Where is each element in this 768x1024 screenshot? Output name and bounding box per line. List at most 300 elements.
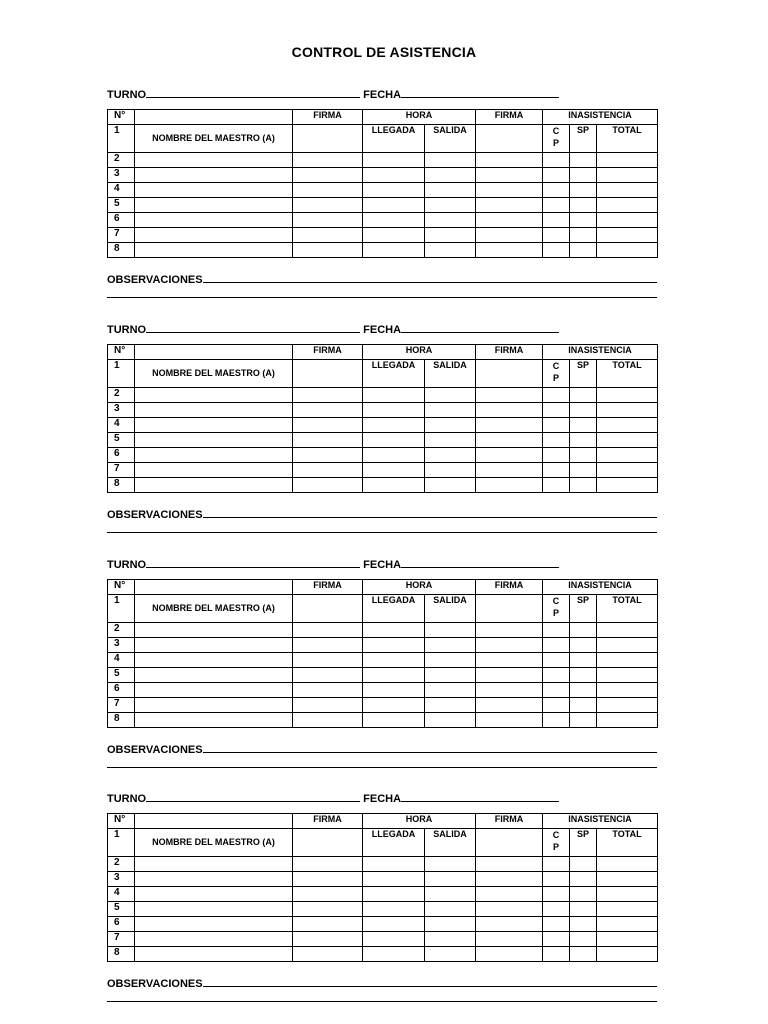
entry-cell[interactable] — [135, 228, 293, 243]
entry-cell[interactable] — [425, 668, 476, 683]
entry-cell[interactable] — [476, 683, 543, 698]
entry-cell[interactable] — [570, 243, 597, 258]
table-row — [108, 403, 658, 418]
entry-cell[interactable] — [293, 713, 363, 728]
entry-cell[interactable] — [363, 213, 425, 228]
entry-cell[interactable] — [135, 418, 293, 433]
entry-cell[interactable] — [293, 213, 363, 228]
entry-cell[interactable] — [476, 917, 543, 932]
entry-cell[interactable] — [570, 478, 597, 493]
entry-cell[interactable] — [135, 917, 293, 932]
entry-cell[interactable] — [425, 857, 476, 872]
entry-cell[interactable] — [476, 623, 543, 638]
entry-cell[interactable] — [476, 228, 543, 243]
entry-cell[interactable] — [135, 168, 293, 183]
entry-cell[interactable] — [543, 228, 570, 243]
entry-cell[interactable] — [363, 168, 425, 183]
row-number: 6 — [108, 448, 135, 463]
entry-cell[interactable] — [543, 388, 570, 403]
entry-cell[interactable] — [293, 638, 363, 653]
entry-cell[interactable] — [425, 168, 476, 183]
entry-cell[interactable] — [543, 433, 570, 448]
col-nombre-header: NOMBRE DEL MAESTRO (A) — [135, 360, 293, 388]
entry-cell[interactable] — [425, 887, 476, 902]
entry-cell[interactable] — [570, 213, 597, 228]
entry-cell[interactable] — [476, 448, 543, 463]
entry-cell[interactable] — [293, 228, 363, 243]
entry-cell[interactable] — [570, 668, 597, 683]
entry-cell[interactable] — [293, 683, 363, 698]
entry-cell[interactable] — [293, 668, 363, 683]
entry-cell[interactable] — [363, 638, 425, 653]
entry-cell[interactable] — [543, 213, 570, 228]
entry-cell[interactable] — [293, 168, 363, 183]
table-row — [108, 433, 658, 448]
entry-cell[interactable] — [293, 418, 363, 433]
entry-cell[interactable] — [543, 653, 570, 668]
entry-cell[interactable] — [597, 638, 658, 653]
entry-cell[interactable] — [570, 198, 597, 213]
entry-cell[interactable] — [570, 902, 597, 917]
entry-cell[interactable] — [293, 243, 363, 258]
entry-cell[interactable] — [425, 698, 476, 713]
col-c-label: C — [552, 361, 560, 371]
entry-cell[interactable] — [570, 932, 597, 947]
turno-label: TURNO — [107, 324, 147, 336]
row-number: 1 — [108, 829, 135, 857]
entry-cell[interactable] — [570, 623, 597, 638]
entry-cell[interactable] — [570, 388, 597, 403]
entry-cell[interactable] — [543, 403, 570, 418]
entry-cell[interactable] — [135, 463, 293, 478]
entry-cell[interactable] — [570, 947, 597, 962]
entry-cell[interactable] — [570, 463, 597, 478]
turno-field[interactable] — [146, 86, 360, 98]
entry-cell[interactable] — [293, 698, 363, 713]
entry-cell[interactable] — [425, 198, 476, 213]
fecha-label: FECHA — [363, 324, 402, 336]
entry-cell[interactable] — [543, 917, 570, 932]
entry-cell[interactable] — [425, 153, 476, 168]
row-number: 3 — [108, 168, 135, 183]
col-nombre-header: NOMBRE DEL MAESTRO (A) — [135, 595, 293, 623]
table-row — [108, 902, 658, 917]
entry-cell[interactable] — [570, 857, 597, 872]
table-header-row — [108, 580, 658, 595]
entry-cell[interactable] — [597, 478, 658, 493]
entry-cell[interactable] — [363, 683, 425, 698]
table-row — [108, 623, 658, 638]
firma2-cell[interactable] — [476, 595, 543, 623]
entry-cell[interactable] — [135, 902, 293, 917]
entry-cell[interactable] — [293, 153, 363, 168]
entry-cell[interactable] — [135, 153, 293, 168]
entry-cell[interactable] — [425, 653, 476, 668]
entry-cell[interactable] — [476, 478, 543, 493]
entry-cell[interactable] — [597, 683, 658, 698]
entry-cell[interactable] — [570, 683, 597, 698]
observaciones-field[interactable] — [203, 741, 657, 753]
firma-cell[interactable] — [293, 360, 363, 388]
entry-cell[interactable] — [476, 403, 543, 418]
entry-cell[interactable] — [293, 887, 363, 902]
turno-field[interactable] — [146, 790, 360, 802]
entry-cell[interactable] — [363, 713, 425, 728]
entry-cell[interactable] — [425, 448, 476, 463]
entry-cell[interactable] — [135, 183, 293, 198]
entry-cell[interactable] — [425, 478, 476, 493]
entry-cell[interactable] — [543, 183, 570, 198]
entry-cell[interactable] — [476, 887, 543, 902]
col-llegada-header: LLEGADA — [363, 829, 425, 857]
entry-cell[interactable] — [363, 463, 425, 478]
entry-cell[interactable] — [476, 902, 543, 917]
entry-cell[interactable] — [425, 872, 476, 887]
entry-cell[interactable] — [425, 403, 476, 418]
col-hora-header: HORA — [363, 110, 476, 125]
col-n-header: N° — [108, 345, 135, 360]
table-row — [108, 153, 658, 168]
entry-cell[interactable] — [543, 872, 570, 887]
entry-cell[interactable] — [570, 228, 597, 243]
entry-cell[interactable] — [425, 213, 476, 228]
entry-cell[interactable] — [293, 932, 363, 947]
entry-cell[interactable] — [597, 668, 658, 683]
entry-cell[interactable] — [570, 403, 597, 418]
entry-cell[interactable] — [570, 183, 597, 198]
table-row — [108, 388, 658, 403]
entry-cell[interactable] — [597, 917, 658, 932]
row-number: 5 — [108, 198, 135, 213]
entry-cell[interactable] — [363, 243, 425, 258]
entry-cell[interactable] — [570, 153, 597, 168]
firma2-cell[interactable] — [476, 829, 543, 857]
entry-cell[interactable] — [363, 932, 425, 947]
entry-cell[interactable] — [293, 478, 363, 493]
observaciones-field[interactable] — [203, 975, 657, 987]
entry-cell[interactable] — [597, 418, 658, 433]
observaciones-label: OBSERVACIONES — [107, 509, 203, 521]
entry-cell[interactable] — [135, 683, 293, 698]
entry-cell[interactable] — [476, 388, 543, 403]
col-llegada-header: LLEGADA — [363, 595, 425, 623]
entry-cell[interactable] — [597, 698, 658, 713]
entry-cell[interactable] — [597, 433, 658, 448]
entry-cell[interactable] — [476, 168, 543, 183]
entry-cell[interactable] — [425, 683, 476, 698]
entry-cell[interactable] — [135, 638, 293, 653]
entry-cell[interactable] — [363, 698, 425, 713]
entry-cell[interactable] — [425, 228, 476, 243]
entry-cell[interactable] — [293, 183, 363, 198]
row-number: 2 — [108, 623, 135, 638]
entry-cell[interactable] — [476, 213, 543, 228]
entry-cell[interactable] — [135, 243, 293, 258]
entry-cell[interactable] — [597, 228, 658, 243]
entry-cell[interactable] — [476, 418, 543, 433]
entry-cell[interactable] — [363, 198, 425, 213]
entry-cell[interactable] — [597, 153, 658, 168]
entry-cell[interactable] — [543, 198, 570, 213]
entry-cell[interactable] — [425, 388, 476, 403]
entry-cell[interactable] — [570, 917, 597, 932]
table-row — [108, 228, 658, 243]
table-row — [108, 595, 658, 623]
entry-cell[interactable] — [363, 153, 425, 168]
row-number: 3 — [108, 638, 135, 653]
entry-cell[interactable] — [425, 463, 476, 478]
turno-fecha-line — [107, 86, 659, 100]
entry-cell[interactable] — [543, 683, 570, 698]
observaciones-field[interactable] — [203, 271, 657, 283]
entry-cell[interactable] — [476, 932, 543, 947]
entry-cell[interactable] — [570, 418, 597, 433]
entry-cell[interactable] — [363, 478, 425, 493]
entry-cell[interactable] — [597, 183, 658, 198]
entry-cell[interactable] — [363, 448, 425, 463]
entry-cell[interactable] — [425, 932, 476, 947]
entry-cell[interactable] — [476, 872, 543, 887]
entry-cell[interactable] — [363, 653, 425, 668]
entry-cell[interactable] — [597, 243, 658, 258]
entry-cell[interactable] — [476, 638, 543, 653]
entry-cell[interactable] — [425, 917, 476, 932]
entry-cell[interactable] — [135, 872, 293, 887]
entry-cell[interactable] — [363, 418, 425, 433]
fecha-field[interactable] — [401, 86, 559, 98]
entry-cell[interactable] — [570, 433, 597, 448]
fecha-field[interactable] — [401, 556, 559, 568]
entry-cell[interactable] — [543, 857, 570, 872]
entry-cell[interactable] — [476, 153, 543, 168]
attendance-table — [107, 109, 658, 258]
entry-cell[interactable] — [135, 213, 293, 228]
entry-cell[interactable] — [293, 433, 363, 448]
col-cp-header — [543, 829, 570, 857]
entry-cell[interactable] — [363, 668, 425, 683]
row-number: 5 — [108, 433, 135, 448]
entry-cell[interactable] — [425, 902, 476, 917]
entry-cell[interactable] — [425, 638, 476, 653]
entry-cell[interactable] — [543, 623, 570, 638]
entry-cell[interactable] — [363, 183, 425, 198]
entry-cell[interactable] — [597, 463, 658, 478]
entry-cell[interactable] — [597, 947, 658, 962]
entry-cell[interactable] — [476, 947, 543, 962]
col-cp-header — [543, 360, 570, 388]
attendance-section — [107, 790, 659, 1002]
firma-cell[interactable] — [293, 829, 363, 857]
entry-cell[interactable] — [597, 448, 658, 463]
entry-cell[interactable] — [597, 213, 658, 228]
turno-fecha-line — [107, 790, 659, 804]
entry-cell[interactable] — [363, 857, 425, 872]
entry-cell[interactable] — [597, 168, 658, 183]
col-hora-header: HORA — [363, 345, 476, 360]
entry-cell[interactable] — [570, 698, 597, 713]
entry-cell[interactable] — [543, 698, 570, 713]
entry-cell[interactable] — [293, 872, 363, 887]
entry-cell[interactable] — [570, 638, 597, 653]
entry-cell[interactable] — [293, 403, 363, 418]
entry-cell[interactable] — [476, 433, 543, 448]
entry-cell[interactable] — [135, 478, 293, 493]
entry-cell[interactable] — [135, 448, 293, 463]
entry-cell[interactable] — [363, 872, 425, 887]
entry-cell[interactable] — [363, 433, 425, 448]
entry-cell[interactable] — [425, 713, 476, 728]
entry-cell[interactable] — [476, 713, 543, 728]
table-row — [108, 125, 658, 153]
observaciones-field-line-2[interactable] — [107, 767, 657, 768]
table-row — [108, 887, 658, 902]
observaciones-field[interactable] — [203, 506, 657, 518]
col-inasistencia-header: INASISTENCIA — [543, 345, 658, 360]
entry-cell[interactable] — [570, 872, 597, 887]
entry-cell[interactable] — [425, 433, 476, 448]
entry-cell[interactable] — [135, 198, 293, 213]
entry-cell[interactable] — [293, 198, 363, 213]
entry-cell[interactable] — [597, 902, 658, 917]
entry-cell[interactable] — [135, 668, 293, 683]
entry-cell[interactable] — [476, 243, 543, 258]
entry-cell[interactable] — [135, 623, 293, 638]
entry-cell[interactable] — [425, 947, 476, 962]
entry-cell[interactable] — [135, 433, 293, 448]
entry-cell[interactable] — [293, 857, 363, 872]
entry-cell[interactable] — [363, 947, 425, 962]
row-number: 3 — [108, 403, 135, 418]
firma-cell[interactable] — [293, 125, 363, 153]
entry-cell[interactable] — [293, 902, 363, 917]
entry-cell[interactable] — [543, 668, 570, 683]
entry-cell[interactable] — [425, 183, 476, 198]
entry-cell[interactable] — [543, 947, 570, 962]
col-blank-header — [135, 814, 293, 829]
entry-cell[interactable] — [135, 947, 293, 962]
entry-cell[interactable] — [597, 857, 658, 872]
entry-cell[interactable] — [476, 463, 543, 478]
entry-cell[interactable] — [597, 932, 658, 947]
turno-field[interactable] — [146, 556, 360, 568]
entry-cell[interactable] — [597, 713, 658, 728]
entry-cell[interactable] — [476, 698, 543, 713]
entry-cell[interactable] — [293, 917, 363, 932]
col-firma-header: FIRMA — [293, 110, 363, 125]
turno-field[interactable] — [146, 321, 360, 333]
entry-cell[interactable] — [570, 887, 597, 902]
firma2-cell[interactable] — [476, 360, 543, 388]
observaciones-field-line-2[interactable] — [107, 1001, 657, 1002]
entry-cell[interactable] — [570, 168, 597, 183]
entry-cell[interactable] — [597, 198, 658, 213]
table-row — [108, 683, 658, 698]
entry-cell[interactable] — [293, 448, 363, 463]
turno-label: TURNO — [107, 559, 147, 571]
entry-cell[interactable] — [476, 653, 543, 668]
firma-cell[interactable] — [293, 595, 363, 623]
entry-cell[interactable] — [363, 228, 425, 243]
entry-cell[interactable] — [135, 887, 293, 902]
entry-cell[interactable] — [363, 623, 425, 638]
entry-cell[interactable] — [543, 932, 570, 947]
entry-cell[interactable] — [543, 448, 570, 463]
entry-cell[interactable] — [543, 478, 570, 493]
entry-cell[interactable] — [135, 698, 293, 713]
entry-cell[interactable] — [597, 623, 658, 638]
row-number: 8 — [108, 243, 135, 258]
entry-cell[interactable] — [570, 653, 597, 668]
table-row — [108, 360, 658, 388]
entry-cell[interactable] — [476, 183, 543, 198]
fecha-label: FECHA — [363, 559, 402, 571]
entry-cell[interactable] — [543, 887, 570, 902]
entry-cell[interactable] — [425, 243, 476, 258]
entry-cell[interactable] — [293, 623, 363, 638]
entry-cell[interactable] — [363, 403, 425, 418]
entry-cell[interactable] — [543, 902, 570, 917]
entry-cell[interactable] — [135, 653, 293, 668]
col-inasistencia-header: INASISTENCIA — [543, 814, 658, 829]
entry-cell[interactable] — [570, 713, 597, 728]
entry-cell[interactable] — [425, 418, 476, 433]
entry-cell[interactable] — [135, 857, 293, 872]
entry-cell[interactable] — [543, 638, 570, 653]
entry-cell[interactable] — [597, 887, 658, 902]
entry-cell[interactable] — [425, 623, 476, 638]
entry-cell[interactable] — [135, 713, 293, 728]
entry-cell[interactable] — [543, 418, 570, 433]
observaciones-field-line-2[interactable] — [107, 297, 657, 298]
entry-cell[interactable] — [597, 403, 658, 418]
entry-cell[interactable] — [476, 198, 543, 213]
entry-cell[interactable] — [476, 857, 543, 872]
entry-cell[interactable] — [597, 653, 658, 668]
entry-cell[interactable] — [543, 463, 570, 478]
entry-cell[interactable] — [363, 902, 425, 917]
entry-cell[interactable] — [135, 388, 293, 403]
table-row — [108, 713, 658, 728]
entry-cell[interactable] — [135, 932, 293, 947]
table-row — [108, 872, 658, 887]
firma2-cell[interactable] — [476, 125, 543, 153]
entry-cell[interactable] — [597, 388, 658, 403]
entry-cell[interactable] — [293, 463, 363, 478]
entry-cell[interactable] — [363, 887, 425, 902]
entry-cell[interactable] — [135, 403, 293, 418]
entry-cell[interactable] — [543, 243, 570, 258]
observaciones-line — [107, 506, 659, 520]
entry-cell[interactable] — [293, 947, 363, 962]
entry-cell[interactable] — [543, 713, 570, 728]
entry-cell[interactable] — [570, 448, 597, 463]
entry-cell[interactable] — [597, 872, 658, 887]
col-blank-header — [135, 580, 293, 595]
entry-cell[interactable] — [363, 917, 425, 932]
entry-cell[interactable] — [476, 668, 543, 683]
entry-cell[interactable] — [543, 168, 570, 183]
observaciones-field-line-2[interactable] — [107, 532, 657, 533]
col-firma2-header: FIRMA — [476, 345, 543, 360]
entry-cell[interactable] — [293, 388, 363, 403]
table-header-row — [108, 110, 658, 125]
entry-cell[interactable] — [363, 388, 425, 403]
fecha-field[interactable] — [401, 790, 559, 802]
entry-cell[interactable] — [543, 153, 570, 168]
fecha-field[interactable] — [401, 321, 559, 333]
row-number: 2 — [108, 857, 135, 872]
entry-cell[interactable] — [293, 653, 363, 668]
